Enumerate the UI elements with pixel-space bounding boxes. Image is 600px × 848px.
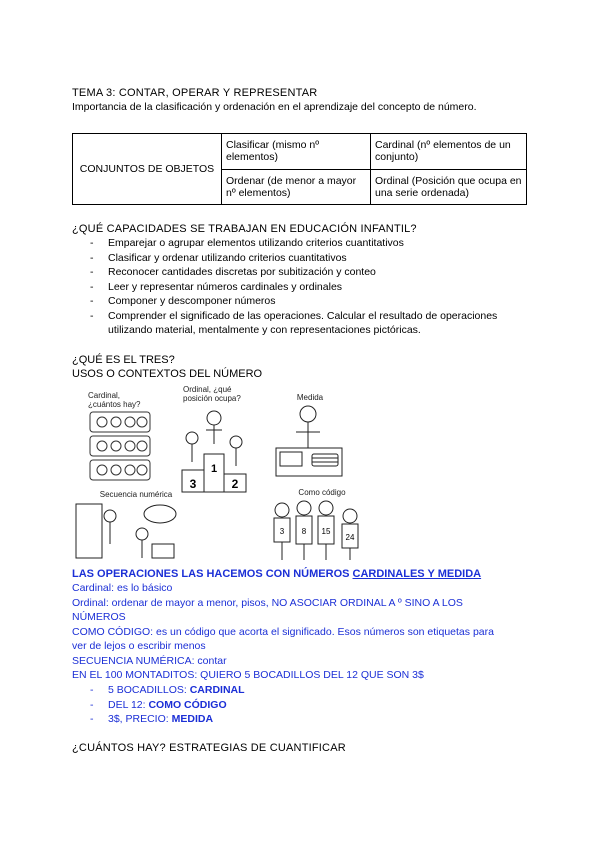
shirt-number: 15 (321, 527, 331, 536)
operaciones-heading-emphasis: CARDINALES Y MEDIDA (352, 568, 482, 580)
classification-table (72, 133, 527, 205)
ordinal-line: Ordinal: ordenar de mayor a menor, pisos, NO ASOCIAR ORDINAL A º SINO A LOS (72, 597, 463, 609)
operaciones-heading-text: LAS OPERACIONES LAS HACEMOS CON NÚMEROS (72, 568, 353, 580)
secuencia-line: SECUENCIA NUMÉRICA: contar (72, 655, 227, 667)
montaditos-line: EN EL 100 MONTADITOS: QUIERO 5 BOCADILLOS DEL 12 QUE SON 3$ (72, 669, 424, 681)
ordinal-line-cont: NÚMEROS (72, 611, 126, 623)
montaditos-list (90, 683, 490, 727)
podium-number-3: 3 (189, 477, 197, 491)
cardinal-label: Cardinal, ¿cuántos hay? (88, 391, 141, 409)
list-item (90, 698, 490, 713)
item-prefix: DEL 12: (108, 698, 149, 711)
cuantos-heading: ¿CUÁNTOS HAY? ESTRATEGIAS DE CUANTIFICAR (72, 742, 346, 754)
list-item: - Leer y representar números cardinales y ordinales (90, 280, 530, 295)
item-prefix: 5 BOCADILLOS: (108, 684, 190, 696)
operaciones-heading (72, 567, 481, 581)
list-item: - Componer y descomponer números (90, 294, 530, 309)
capacidades-heading: ¿QUÉ CAPACIDADES SE TRABAJAN EN EDUCACIÓN INFANTIL? (72, 223, 417, 235)
shirt-number: 24 (345, 533, 355, 542)
podium-number-2: 2 (231, 477, 239, 491)
item-bold: COMO CÓDIGO (148, 698, 227, 711)
list-item (90, 683, 490, 698)
egg-cartons-icon (86, 410, 166, 488)
table-cell-conjuntos: CONJUNTOS DE OBJETOS (73, 134, 222, 205)
shirt-number: 8 (301, 527, 307, 536)
scale-shop-icon (268, 402, 350, 482)
podium-icon (178, 408, 250, 494)
tres-heading: ¿QUÉ ES EL TRES? (72, 354, 175, 366)
page-subtitle: Importancia de la clasificación y ordenación en el aprendizaje del concepto de número. (72, 101, 477, 113)
podium-number-1: 1 (210, 463, 218, 475)
item-bold: CARDINAL (189, 684, 245, 696)
codigo-line: COMO CÓDIGO: es un código que acorta el significado. Esos números son etiquetas para (72, 626, 494, 638)
table-cell-ordinal: Ordinal (Posición que ocupa en una serie ordenada) (371, 169, 527, 205)
list-item: - Comprender el significado de las operaciones. Calcular el resultado de operaciones utilizando material, mentalmente y con representaciones pictóricas. (90, 309, 530, 338)
page-title: TEMA 3: CONTAR, OPERAR Y REPRESENTAR (72, 87, 318, 99)
codigo-line-cont: ver de lejos o escribir menos (72, 640, 206, 652)
classroom-sequence-icon (72, 500, 182, 564)
usos-heading: USOS O CONTEXTOS DEL NÚMERO (72, 368, 263, 380)
item-bold: MEDIDA (171, 713, 214, 725)
codigo-label: Como código (298, 488, 346, 497)
item-prefix: 3$, PRECIO: (108, 713, 172, 725)
list-item: - Clasificar y ordenar utilizando criterios cuantitativos (90, 251, 530, 266)
table-cell-cardinal: Cardinal (nº elementos de un conjunto) (371, 134, 527, 170)
secuencia-label: Secuencia numérica (99, 490, 173, 499)
list-item: - Emparejar o agrupar elementos utilizando criterios cuantitativos (90, 236, 530, 251)
list-item (90, 712, 490, 727)
capacidades-list (90, 236, 530, 338)
table-cell-ordenar: Ordenar (de menor a mayor nº elementos) (222, 169, 371, 205)
cardinal-line: Cardinal: es lo básico (72, 582, 173, 594)
list-item: - Reconocer cantidades discretas por subitización y conteo (90, 265, 530, 280)
ordinal-label: Ordinal, ¿qué posición ocupa? (183, 385, 241, 403)
table-cell-clasificar: Clasificar (mismo nº elementos) (222, 134, 371, 170)
shirt-number: 3 (279, 527, 285, 536)
medida-label: Medida (296, 393, 324, 402)
players-shirts-icon (268, 498, 364, 564)
